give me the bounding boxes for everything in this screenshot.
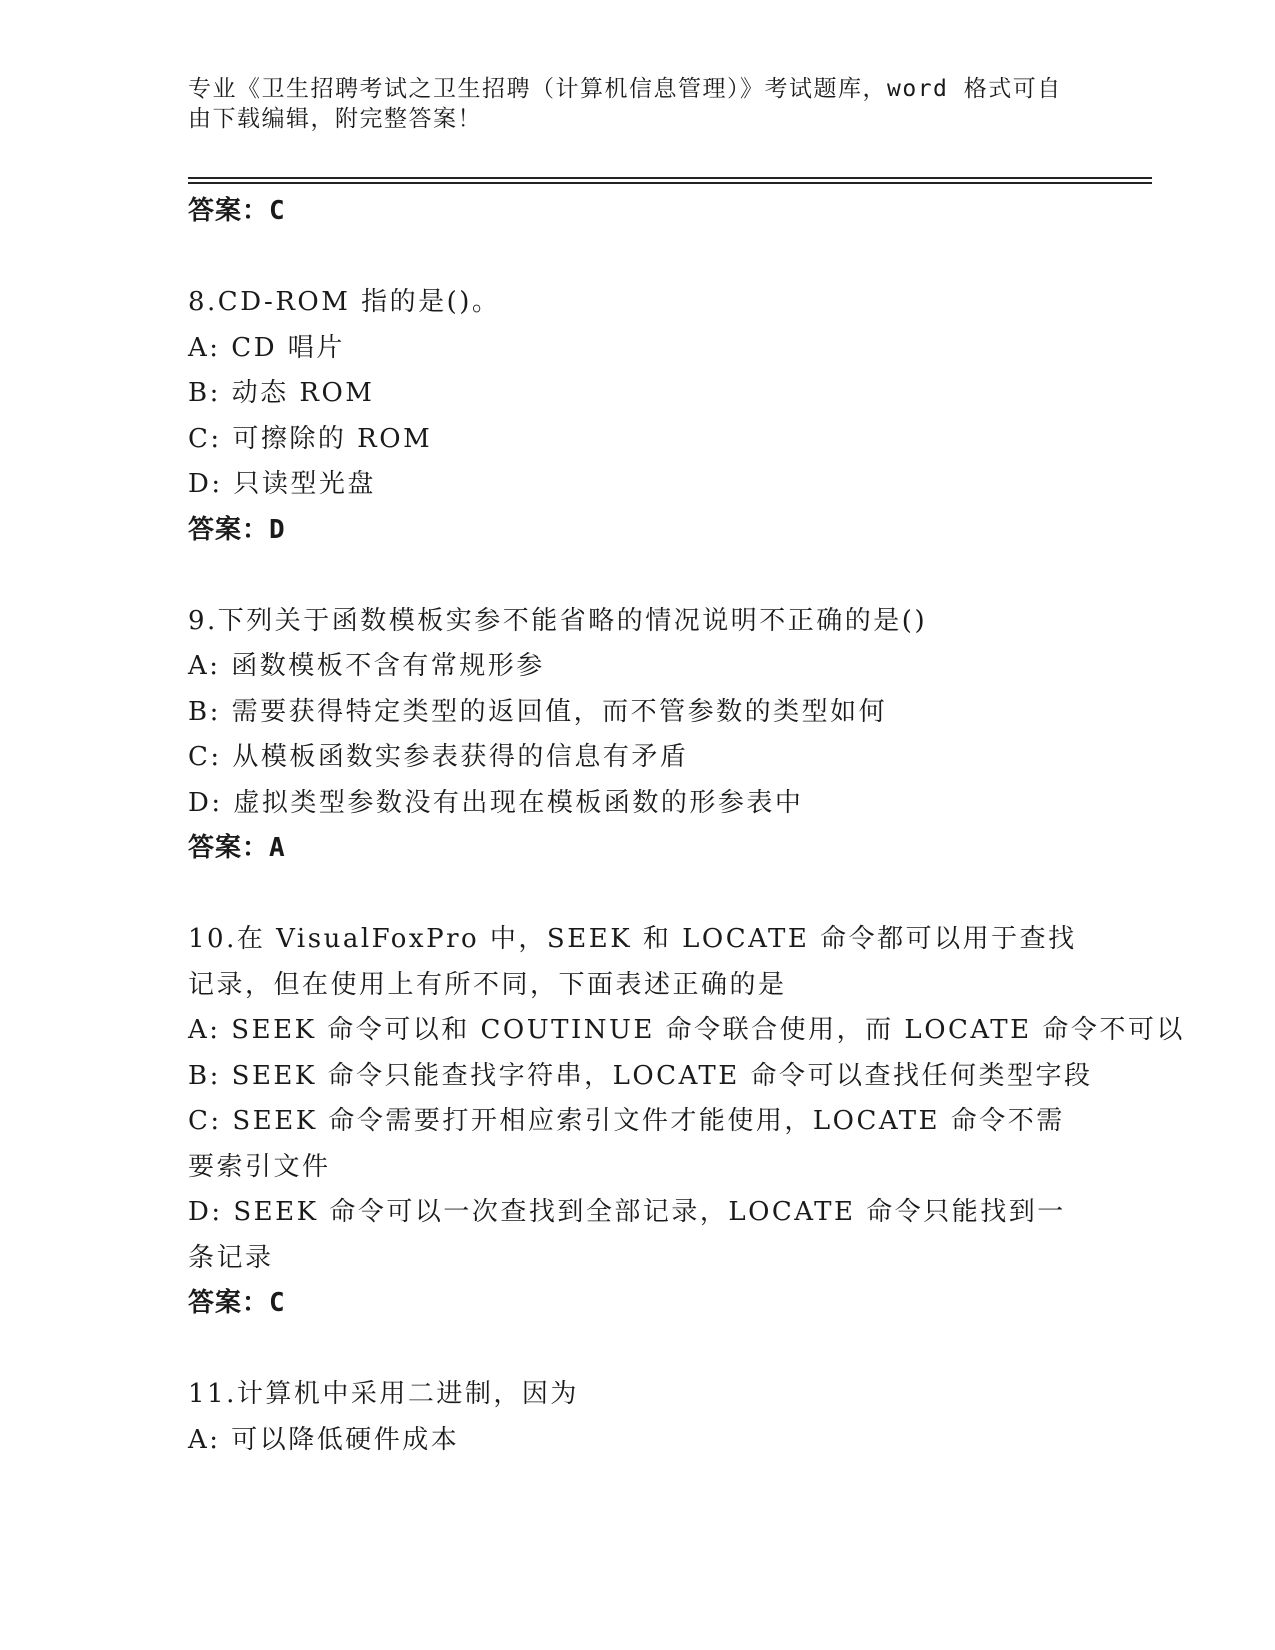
answer-value: A — [269, 833, 286, 863]
answer-line — [188, 189, 1088, 235]
option-c: C: SEEK 命令需要打开相应索引文件才能使用，LOCATE 命令不需要索引文件 — [188, 1106, 1065, 1182]
question-block-11 — [188, 1372, 1088, 1463]
option-a: A: 函数模板不含有常规形参 — [188, 651, 545, 681]
option-c: C: 从模板函数实参表获得的信息有矛盾 — [188, 742, 689, 772]
question-block-8 — [188, 280, 1088, 553]
spacer — [188, 235, 1088, 281]
question-list — [188, 189, 1185, 1463]
answer-value: C — [269, 1288, 286, 1318]
answer-line — [188, 1281, 1088, 1327]
option-b: B: 动态 ROM — [188, 378, 375, 408]
spacer — [188, 872, 1088, 918]
question-block-10 — [188, 917, 1185, 1327]
option-b: B: SEEK 命令只能查找字符串，LOCATE 命令可以查找任何类型字段 — [188, 1060, 1093, 1091]
answer-label: 答案： — [188, 833, 270, 863]
header-divider-top — [188, 177, 1152, 179]
question-text: 10.在 VisualFoxPro 中，SEEK 和 LOCATE 命令都可以用于查找记录，但在使用上有所不同，下面表述正确的是 — [188, 924, 1077, 1000]
option-a: A: CD 唱片 — [188, 332, 345, 363]
option-d: D: 虚拟类型参数没有出现在模板函数的形参表中 — [188, 787, 804, 818]
option-a: A: 可以降低硬件成本 — [188, 1424, 460, 1455]
question-text: 9.下列关于函数模板实参不能省略的情况说明不正确的是() — [188, 605, 928, 636]
option-c: C: 可擦除的 ROM — [188, 423, 433, 454]
answer-line — [188, 826, 1088, 872]
option-d: D: 只读型光盘 — [188, 469, 376, 499]
question-text: 11.计算机中采用二进制，因为 — [188, 1379, 579, 1409]
spacer — [188, 553, 1088, 599]
answer-line — [188, 508, 1088, 554]
option-a: A: SEEK 命令可以和 COUTINUE 命令联合使用，而 LOCATE 命令不可以 — [188, 1015, 1185, 1045]
answer-label: 答案： — [188, 196, 270, 226]
answer-value: D — [269, 514, 286, 545]
answer-label: 答案： — [188, 514, 270, 545]
spacer — [188, 1327, 1088, 1373]
option-b: B: 需要获得特定类型的返回值，而不管参数的类型如何 — [188, 696, 888, 727]
answer-value: C — [269, 196, 286, 226]
header-divider-bottom — [188, 182, 1152, 184]
document-header: 专业《卫生招聘考试之卫生招聘（计算机信息管理）》考试题库，word 格式可自由下载编辑，附完整答案！ — [188, 76, 1062, 132]
answer-label: 答案： — [188, 1288, 270, 1318]
option-d: D: SEEK 命令可以一次查找到全部记录，LOCATE 命令只能找到一条记录 — [188, 1197, 1066, 1273]
question-text: 8.CD-ROM 指的是()。 — [188, 287, 501, 317]
question-block-9 — [188, 599, 1088, 872]
